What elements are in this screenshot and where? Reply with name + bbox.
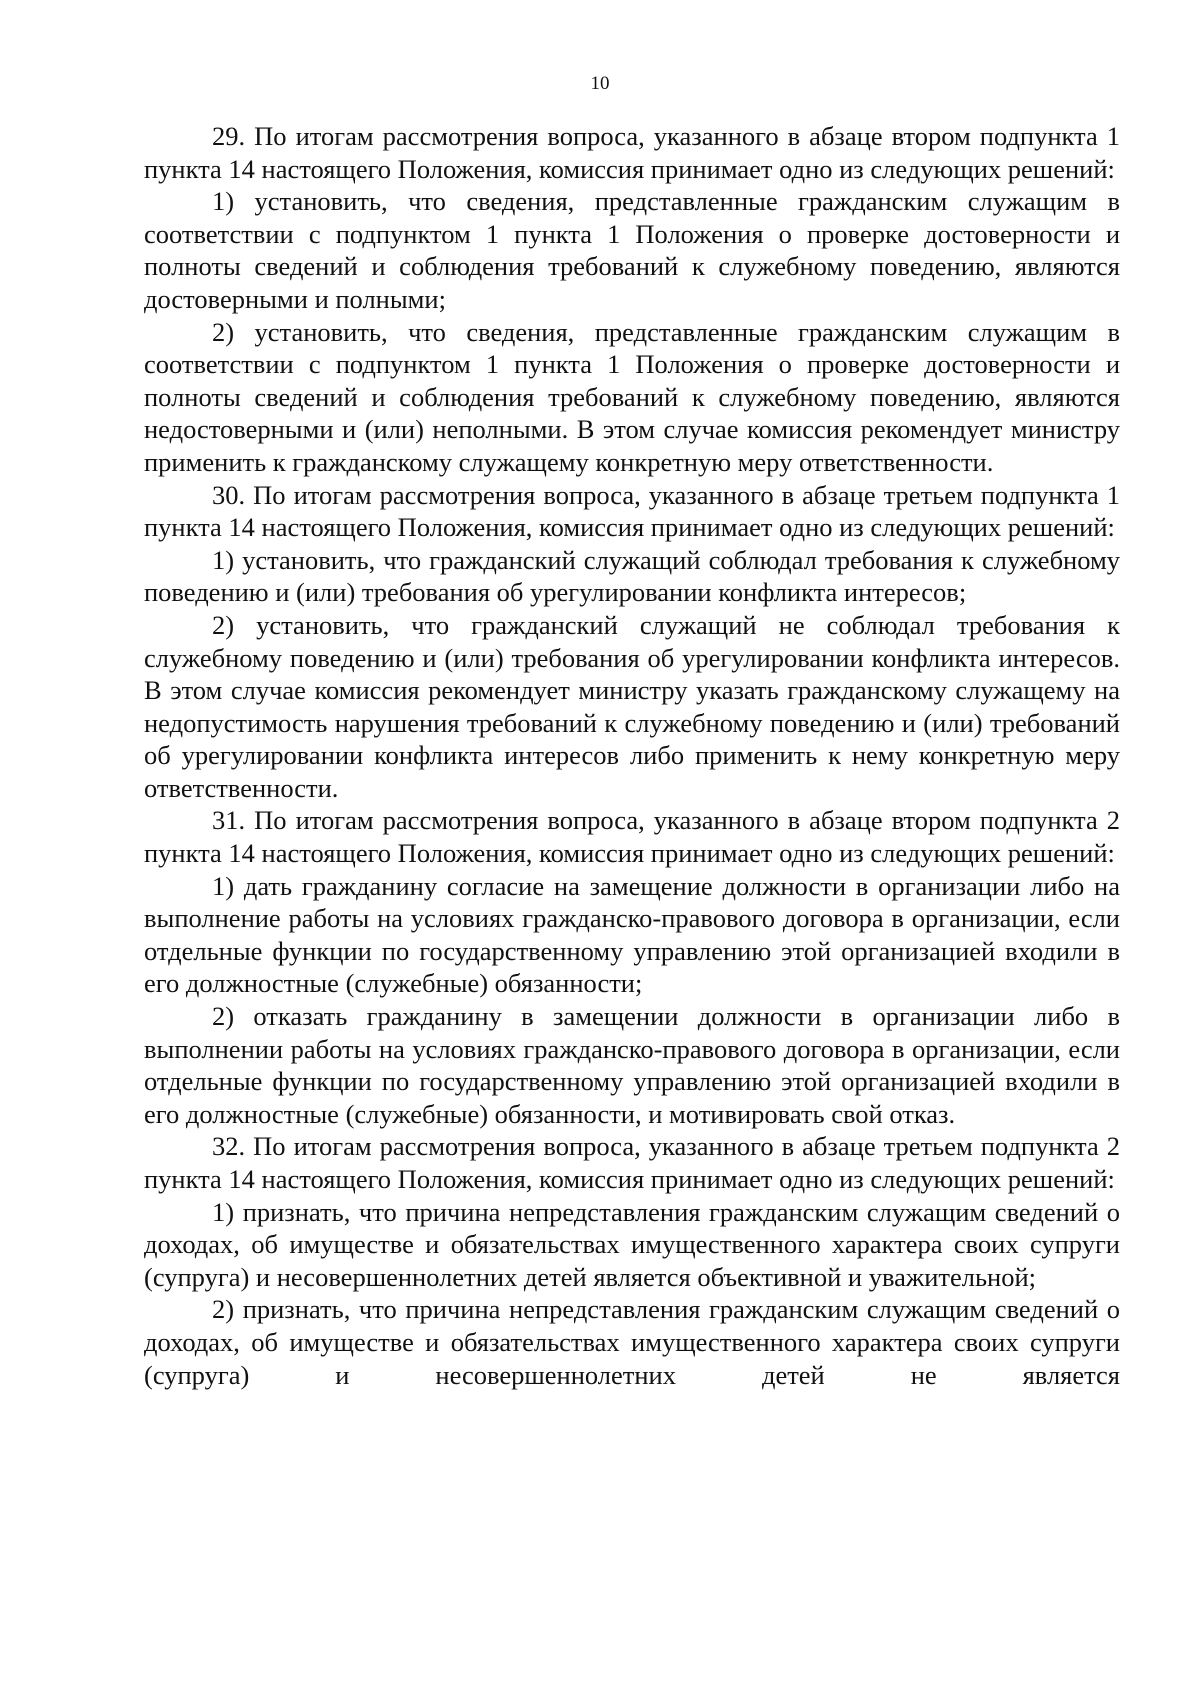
paragraph-31-item-2: 2) отказать гражданину в замещении должности в организации либо в выполнении работы на условиях гражданско-правового договора в организации, если отдельные функции по государственному управлению этой организацией входили в его должностные (служебные) обязанности, и мотивировать свой отказ. (144, 1001, 1120, 1129)
paragraph-30-item-1: 1) установить, что гражданский служащий соблюдал требования к служебному поведению и (или) требования об урегулировании конфликта интересов; (144, 544, 1120, 608)
paragraph-29: 29. По итогам рассмотрения вопроса, указанного в абзаце втором подпункта 1 пункта 14 настоящего Положения, комиссия принимает одно из следующих решений: (144, 121, 1120, 184)
paragraph-32: 32. По итогам рассмотрения вопроса, указанного в абзаце третьем подпункта 2 пункта 14 настоящего Положения, комиссия принимает одно из следующих решений: (144, 1131, 1120, 1194)
paragraph-31-item-1: 1) дать гражданину согласие на замещение должности в организации либо на выполнение работы на условиях гражданско-правового договора в организации, если отдельные функции по государственному управлению этой организацией входили в его должностные (служебные) обязанности; (144, 870, 1120, 999)
paragraph-30-item-2: 2) установить, что гражданский служащий не соблюдал требования к служебному поведению и (или) требования об урегулировании конфликта интересов. В этом случае комиссия рекомендует министру указать гражданскому служащему на недопустимость нарушения требований к служебному поведению и (или) требований об урегулировании конфликта интересов либо применить к нему конкретную меру ответственности. (144, 609, 1120, 803)
paragraph-29-item-2: 2) установить, что сведения, представленные гражданским служащим в соответствии с подпунктом 1 пункта 1 Положения о проверке достоверности и полноты сведений и соблюдения требований к служебному поведению, являются недостоверными и (или) неполными. В этом случае комиссия рекомендует министру применить к гражданскому служащему конкретную меру ответственности. (144, 316, 1120, 477)
page-number: 10 (590, 73, 610, 94)
paragraph-31: 31. По итогам рассмотрения вопроса, указанного в абзаце втором подпункта 2 пункта 14 настоящего Положения, комиссия принимает одно из следующих решений: (144, 805, 1120, 869)
paragraph-32-item-1: 1) признать, что причина непредставления гражданским служащим сведений о доходах, об имуществе и обязательствах имущественного характера своих супруги (супруга) и несовершеннолетних детей является объективной и уважительной; (144, 1196, 1120, 1292)
document-body (144, 120, 1120, 1391)
paragraph-29-item-1: 1) установить, что сведения, представленные гражданским служащим в соответствии с подпунктом 1 пункта 1 Положения о проверке достоверности и полноты сведений и соблюдения требований к служебному поведению, являются достоверными и полными; (144, 186, 1120, 314)
paragraph-30: 30. По итогам рассмотрения вопроса, указанного в абзаце третьем подпункта 1 пункта 14 настоящего Положения, комиссия принимает одно из следующих решений: (144, 479, 1120, 543)
paragraph-32-item-2: 2) признать, что причина непредставления гражданским служащим сведений о доходах, об имуществе и обязательствах имущественного характера своих супруги (супруга) и несовершеннолетних детей не является (144, 1294, 1120, 1390)
